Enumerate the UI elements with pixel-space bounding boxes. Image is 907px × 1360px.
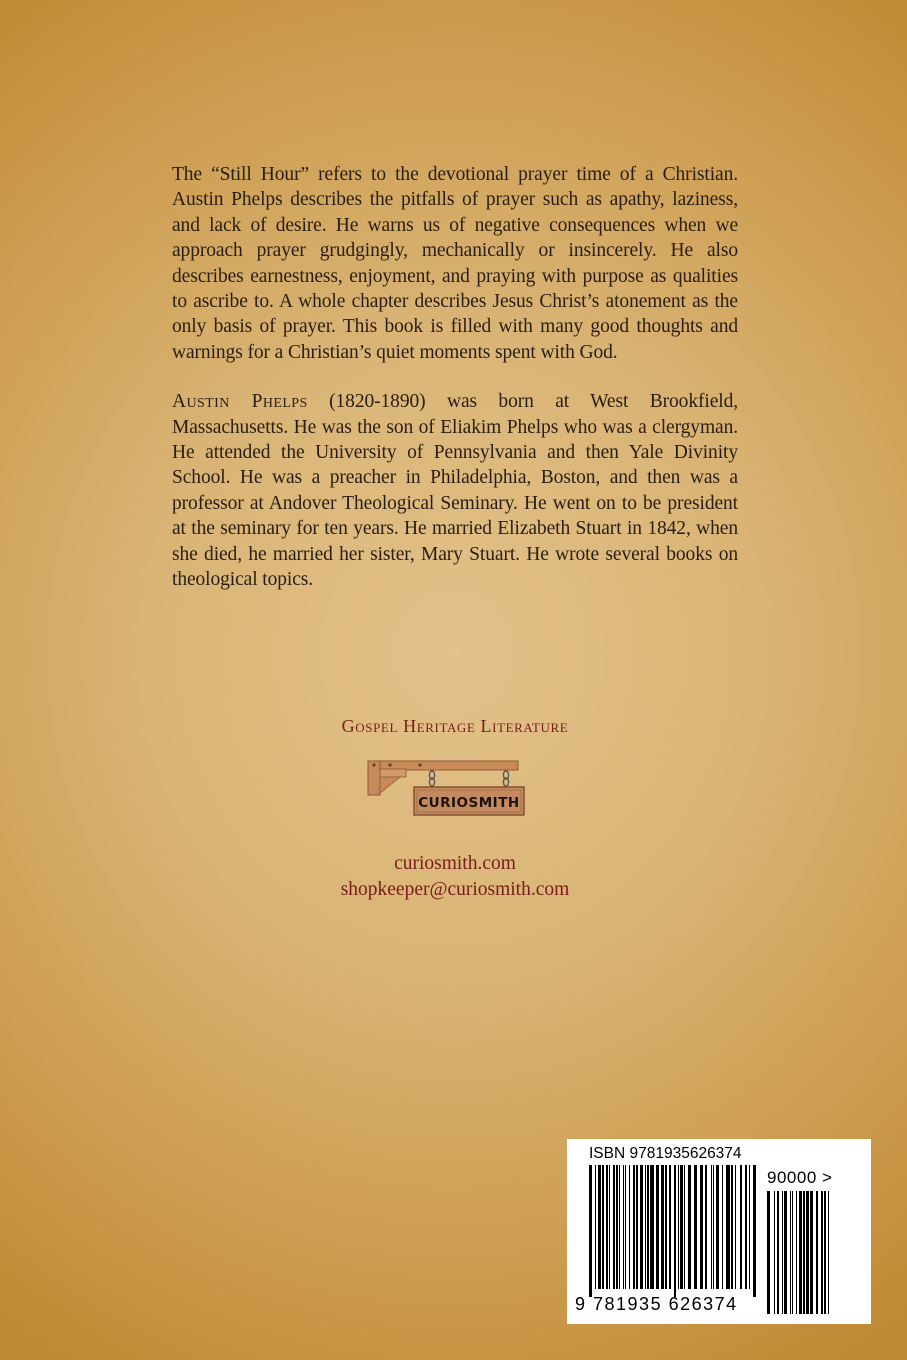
email-link[interactable]: shopkeeper@curiosmith.com <box>340 879 570 900</box>
blurb-paragraph-description: The “Still Hour” refers to the devotional prayer time of a Christian. Austin Phelps describes the pitfalls of prayer such as apathy, laziness, and lack of desire. He warns us of negative consequences when we approach prayer grudgingly, mechanically or insincerely. He also describes earnestness, enjoyment, and praying with purpose as qualities to ascribe to. A whole chapter describes Jesus Christ’s atonement as the only basis of prayer. This book is filled with many good thoughts and warnings for a Christian’s quiet moments spent with God. <box>172 164 738 363</box>
barcode-digits: 9 781935 626374 <box>575 1294 738 1314</box>
blurb <box>172 162 738 593</box>
contact-info <box>172 851 738 903</box>
isbn-label: ISBN 9781935626374 <box>589 1145 742 1162</box>
website-link[interactable]: curiosmith.com <box>394 853 516 874</box>
isbn-barcode <box>567 1139 871 1324</box>
curiosmith-logo <box>360 749 550 821</box>
price-addon-label: 90000 > <box>767 1168 833 1187</box>
series-name: Gospel Heritage Literature <box>341 716 569 736</box>
author-bio-text: (1820-1890) was born at West Brookfield, Massachusetts. He was the son of Eliakim Phelps who was a clergyman. He attended the University of Pennsylvania and then Yale Divinity School. He was a preacher in Philadelphia, Boston, and then was a professor at Andover Theological Seminary. He went on to be president at the seminary for ten years. He married Elizabeth Stuart in 1842, when she died, he married her sister, Mary Stuart. He wrote several books on theological topics. <box>172 391 738 591</box>
author-name: Austin Phelps <box>172 391 308 413</box>
publisher-block <box>172 716 738 903</box>
logo-text: CURIOSMITH <box>418 795 520 811</box>
blurb-paragraph-author-bio <box>172 389 738 592</box>
